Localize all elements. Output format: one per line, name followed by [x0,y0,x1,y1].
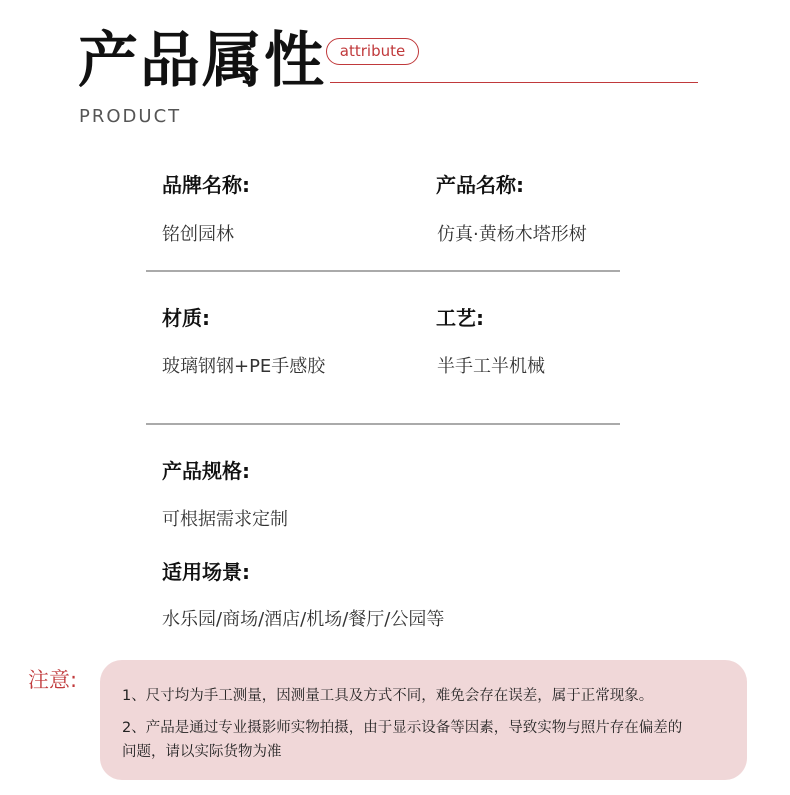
spec-value: 可根据需求定制 [162,509,288,530]
divider-1 [146,270,620,272]
brand-value: 铭创园林 [162,224,234,245]
craft-label: 工艺: [436,306,484,330]
product-name-value: 仿真·黄杨木塔形树 [437,224,587,245]
product-name-label: 产品名称: [436,173,524,197]
notice-label: 注意: [28,668,78,692]
brand-label: 品牌名称: [162,173,250,197]
scenes-value: 水乐园/商场/酒店/机场/餐厅/公园等 [162,609,445,630]
notice-line-3: 问题，请以实际货物为准 [122,744,282,760]
craft-value: 半手工半机械 [437,356,545,377]
page-subtitle: PRODUCT [79,106,182,127]
page-title: 产品属性 [78,26,326,96]
notice-line-2: 2、产品是通过专业摄影师实物拍摄，由于显示设备等因素，导致实物与照片存在偏差的 [122,720,683,736]
notice-box [100,660,747,780]
material-value: 玻璃钢钢+PE手感胶 [162,356,326,377]
attribute-badge: attribute [326,38,419,65]
spec-label: 产品规格: [162,459,250,483]
material-label: 材质: [162,306,210,330]
title-underline [330,82,698,83]
divider-2 [146,423,620,425]
notice-line-1: 1、尺寸均为手工测量，因测量工具及方式不同，难免会存在误差，属于正常现象。 [122,688,654,704]
scenes-label: 适用场景: [162,560,250,584]
